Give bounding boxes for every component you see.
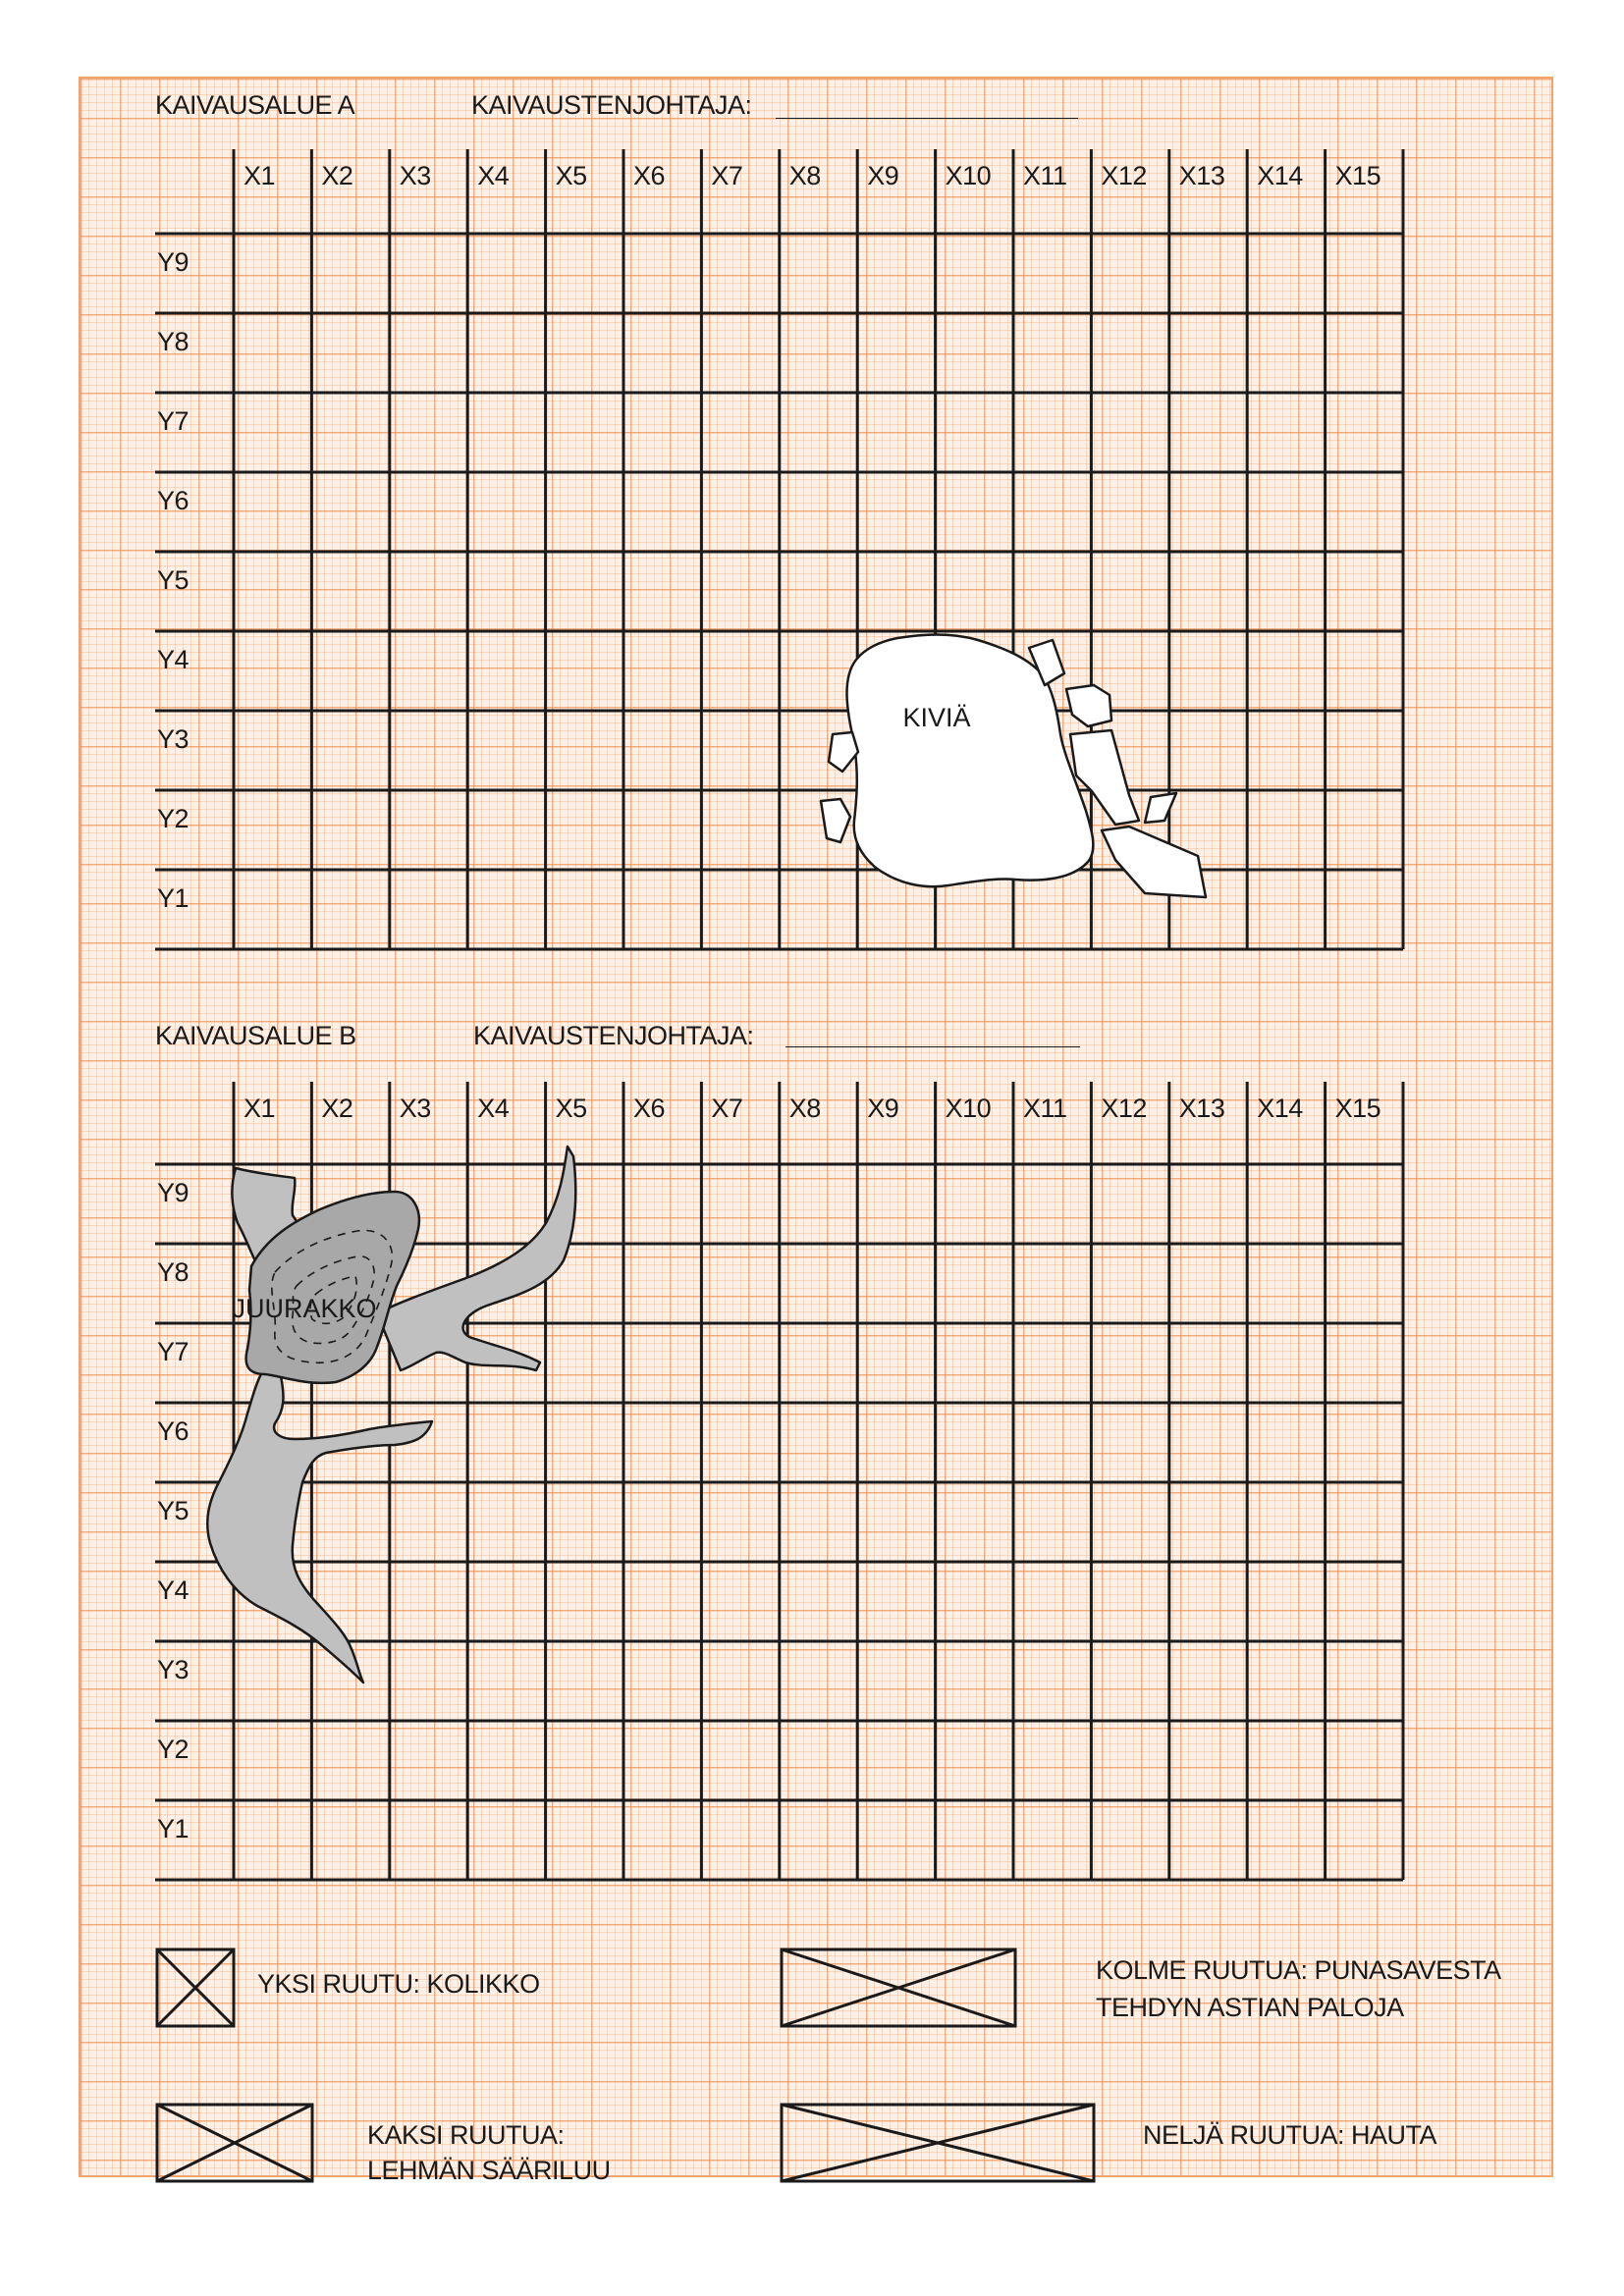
- column-label-x11: X11: [1023, 161, 1067, 190]
- row-label-y9: Y9: [157, 247, 189, 277]
- legend-one-square: YKSI RUUTU: KOLIKKO: [257, 1969, 540, 1999]
- column-label-x3: X3: [399, 1094, 431, 1123]
- column-label-x10: X10: [945, 161, 992, 190]
- row-label-y1: Y1: [157, 883, 189, 913]
- site-a-grid: [155, 149, 1403, 949]
- column-label-x3: X3: [399, 161, 431, 190]
- legend-two-squares-line2: LEHMÄN SÄÄRILUU: [367, 2156, 611, 2185]
- row-label-y5: Y5: [157, 1496, 189, 1525]
- site-a-leader-label: KAIVAUSTENJOHTAJA:: [471, 90, 752, 120]
- row-label-y6: Y6: [157, 1416, 189, 1446]
- site-b-title: KAIVAUSALUE B: [155, 1021, 356, 1050]
- crossed-box-icon: [782, 2105, 1094, 2181]
- stones-feature: [821, 635, 1206, 898]
- column-label-x8: X8: [788, 1094, 821, 1123]
- column-label-x10: X10: [945, 1094, 992, 1123]
- row-label-y8: Y8: [157, 1257, 189, 1287]
- stone-piece: [829, 732, 858, 772]
- row-label-y3: Y3: [157, 724, 189, 754]
- column-label-x4: X4: [477, 1094, 510, 1123]
- column-label-x7: X7: [711, 161, 743, 190]
- column-label-x12: X12: [1101, 161, 1147, 190]
- stone-piece: [821, 799, 850, 842]
- legend-two-squares-line1: KAKSI RUUTUA:: [367, 2120, 565, 2150]
- row-label-y9: Y9: [157, 1178, 189, 1207]
- column-label-x8: X8: [788, 161, 821, 190]
- row-label-y7: Y7: [157, 406, 189, 436]
- row-label-y5: Y5: [157, 565, 189, 595]
- row-label-y3: Y3: [157, 1655, 189, 1684]
- column-label-x14: X14: [1257, 161, 1303, 190]
- column-label-x9: X9: [867, 161, 899, 190]
- row-label-y6: Y6: [157, 486, 189, 515]
- column-label-x7: X7: [711, 1094, 743, 1123]
- crossed-box-icon: [157, 1949, 234, 2026]
- row-label-y8: Y8: [157, 327, 189, 356]
- column-label-x5: X5: [555, 1094, 587, 1123]
- site-b-leader-label: KAIVAUSTENJOHTAJA:: [473, 1021, 754, 1050]
- column-label-x2: X2: [321, 161, 353, 190]
- legend-three-squares-line1: KOLME RUUTUA: PUNASAVESTA: [1096, 1955, 1501, 1985]
- crossed-box-icon: [782, 1949, 1015, 2026]
- stone-piece: [1066, 685, 1111, 726]
- root-main-trunk: [207, 1370, 432, 1682]
- stone-piece: [1102, 827, 1206, 897]
- row-label-y7: Y7: [157, 1337, 189, 1366]
- column-label-x1: X1: [244, 161, 276, 190]
- legend-four-squares: NELJÄ RUUTUA: HAUTA: [1143, 2120, 1437, 2150]
- column-label-x6: X6: [633, 1094, 666, 1123]
- column-label-x1: X1: [244, 1094, 276, 1123]
- site-a-title: KAIVAUSALUE A: [155, 90, 355, 120]
- crossed-box-icon: [157, 2105, 312, 2181]
- column-label-x15: X15: [1334, 161, 1381, 190]
- row-label-y1: Y1: [157, 1814, 189, 1843]
- column-label-x6: X6: [633, 161, 666, 190]
- column-label-x14: X14: [1257, 1094, 1303, 1123]
- stones-label: KIVIÄ: [902, 703, 971, 732]
- column-label-x11: X11: [1023, 1094, 1067, 1123]
- column-label-x12: X12: [1101, 1094, 1147, 1123]
- column-label-x13: X13: [1178, 161, 1225, 190]
- column-label-x15: X15: [1334, 1094, 1381, 1123]
- column-label-x13: X13: [1178, 1094, 1225, 1123]
- row-label-y2: Y2: [157, 1735, 189, 1764]
- legend-three-squares-line2: TEHDYN ASTIAN PALOJA: [1096, 1993, 1404, 2022]
- stone-piece: [1145, 793, 1176, 823]
- row-label-y2: Y2: [157, 804, 189, 833]
- column-label-x4: X4: [477, 161, 510, 190]
- row-label-y4: Y4: [157, 645, 189, 674]
- row-label-y4: Y4: [157, 1575, 189, 1605]
- column-label-x9: X9: [867, 1094, 899, 1123]
- column-label-x5: X5: [555, 161, 587, 190]
- column-label-x2: X2: [321, 1094, 353, 1123]
- roots-label: JUURAKKO: [232, 1294, 377, 1323]
